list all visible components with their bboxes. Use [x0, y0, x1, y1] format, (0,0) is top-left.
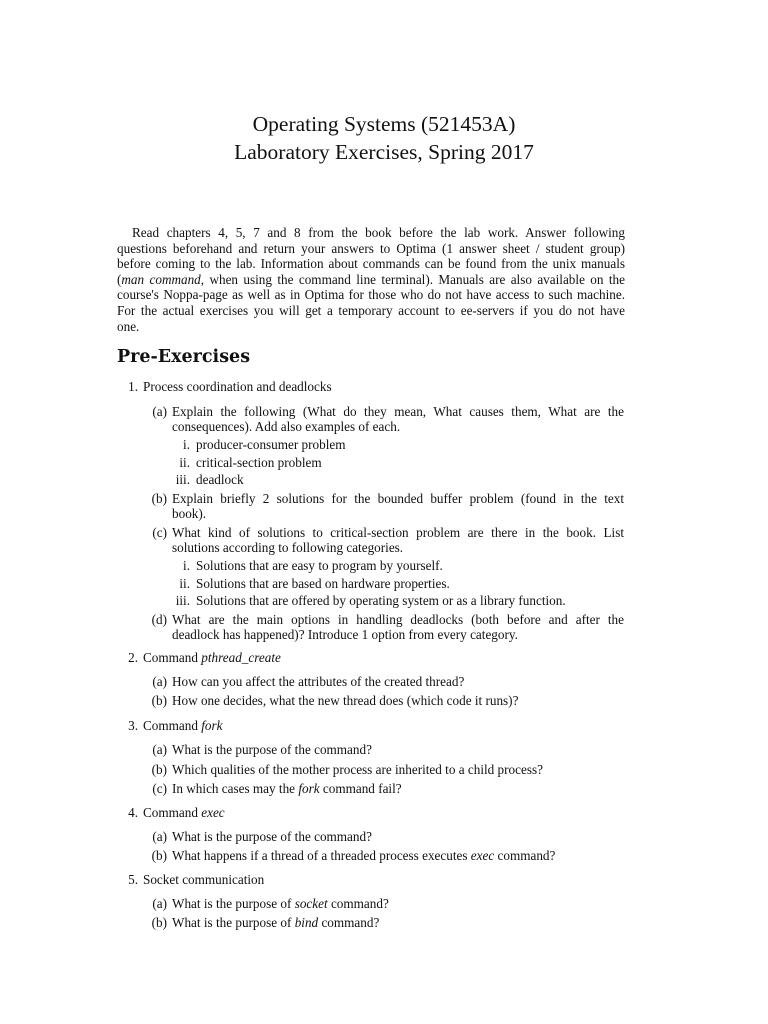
command-name: fork [298, 781, 320, 796]
intro-line: Read chapters 4, 5, 7 and 8 from the book before the lab work. Answer following [132, 225, 625, 240]
item-title [143, 718, 223, 734]
command-name: socket [294, 896, 328, 911]
document-subtitle: Laboratory Exercises, Spring 2017 [234, 140, 534, 164]
item-title [143, 650, 281, 666]
subitem-label: (b) [151, 491, 167, 506]
intro-text: ( [117, 271, 122, 287]
subitem-label: (b) [151, 915, 167, 930]
command-name: exec [470, 848, 495, 863]
item-title-text: Command [143, 650, 202, 665]
item-title-text: Command [143, 718, 202, 733]
subitem-text: solutions according to following categories. [172, 540, 404, 555]
subitem-text: Explain briefly 2 solutions for the bounded buffer problem (found in the text [172, 491, 624, 506]
intro-command-emphasis: man command [121, 271, 201, 287]
subsubitem-label: iii. [175, 472, 190, 487]
subsubitem-text: deadlock [196, 472, 244, 487]
subitem-label: (d) [151, 612, 167, 627]
item-number: 3. [128, 718, 138, 733]
subsubitem-label: ii. [179, 576, 190, 591]
subitem-label: (c) [152, 525, 167, 540]
subitem-text-part: command fail? [319, 781, 402, 796]
item-title [143, 805, 225, 821]
subitem-label: (c) [152, 781, 167, 796]
subitem-text-part: command? [318, 915, 380, 930]
subitem-text-part: In which cases may the [172, 781, 299, 796]
section-heading: Pre-Exercises [117, 347, 251, 367]
subitem-text: What are the main options in handling deadlocks (both before and after the [172, 612, 624, 627]
subitem-text-part: command? [494, 848, 556, 863]
subitem-text [172, 781, 402, 797]
subitem-text [172, 915, 379, 931]
item-number: 2. [128, 650, 138, 665]
item-number: 1. [128, 379, 138, 394]
subsubitem-text: producer-consumer problem [196, 437, 346, 452]
subitem-label: (a) [152, 674, 167, 689]
subitem-text: deadlock has happened)? Introduce 1 option from every category. [172, 627, 518, 642]
subitem-text-part: What is the purpose of [172, 915, 295, 930]
command-name: bind [294, 915, 319, 930]
subsubitem-text: Solutions that are easy to program by yourself. [196, 558, 443, 573]
command-name: fork [201, 718, 223, 733]
subsubitem-text: Solutions that are based on hardware properties. [196, 576, 450, 591]
intro-line: one. [117, 318, 140, 334]
subitem-text: What kind of solutions to critical-section problem are there in the book. List [172, 525, 624, 540]
subitem-label: (a) [152, 829, 167, 844]
intro-line: course's Noppa-page as well as in Optima for those who do not have access to such machine. [117, 287, 625, 303]
subitem-label: (a) [152, 404, 167, 419]
subitem-text: Explain the following (What do they mean, What causes them, What are the [172, 404, 624, 419]
intro-line: For the actual exercises you will get a temporary account to ee-servers if you do not have [117, 302, 625, 318]
subsubitem-text: Solutions that are offered by operating system or as a library function. [196, 593, 566, 608]
item-number: 5. [128, 872, 138, 887]
subitem-text: Which qualities of the mother process are inherited to a child process? [172, 762, 543, 777]
item-number: 4. [128, 805, 138, 820]
intro-line: questions beforehand and return your answers to Optima (1 answer sheet / student group) [117, 240, 625, 256]
subitem-text-part: command? [327, 896, 389, 911]
subitem-text: book). [172, 506, 207, 521]
subsubitem-label: ii. [179, 455, 190, 470]
document-title: Operating Systems (521453A) [252, 112, 516, 136]
subitem-label: (a) [152, 742, 167, 757]
intro-line [117, 272, 625, 288]
subsubitem-label: iii. [175, 593, 190, 608]
subitem-text: What is the purpose of the command? [172, 742, 372, 757]
subitem-text [172, 896, 389, 912]
subitem-label: (b) [151, 762, 167, 777]
subitem-label: (a) [152, 896, 167, 911]
command-name: pthread_create [201, 650, 281, 665]
subitem-label: (b) [151, 848, 167, 863]
subitem-text-part: What happens if a thread of a threaded process executes [172, 848, 471, 863]
intro-line: before coming to the lab. Information about commands can be found from the unix manuals [117, 256, 625, 272]
subitem-label: (b) [151, 693, 167, 708]
subitem-text [172, 848, 555, 864]
subitem-text-part: What is the purpose of [172, 896, 295, 911]
subsubitem-label: i. [183, 558, 190, 573]
command-name: exec [201, 805, 225, 820]
subitem-text: How can you affect the attributes of the created thread? [172, 674, 465, 689]
intro-paragraph [117, 225, 625, 334]
item-title: Socket communication [143, 872, 265, 887]
item-title-text: Command [143, 805, 202, 820]
subsubitem-text: critical-section problem [196, 455, 322, 470]
intro-text: , when using the command line terminal). Manuals are also available on the [200, 271, 625, 287]
item-title: Process coordination and deadlocks [143, 379, 332, 394]
subitem-text: consequences). Add also examples of each. [172, 419, 401, 434]
subsubitem-label: i. [183, 437, 190, 452]
subitem-text: What is the purpose of the command? [172, 829, 372, 844]
subitem-text: How one decides, what the new thread does (which code it runs)? [172, 693, 519, 708]
